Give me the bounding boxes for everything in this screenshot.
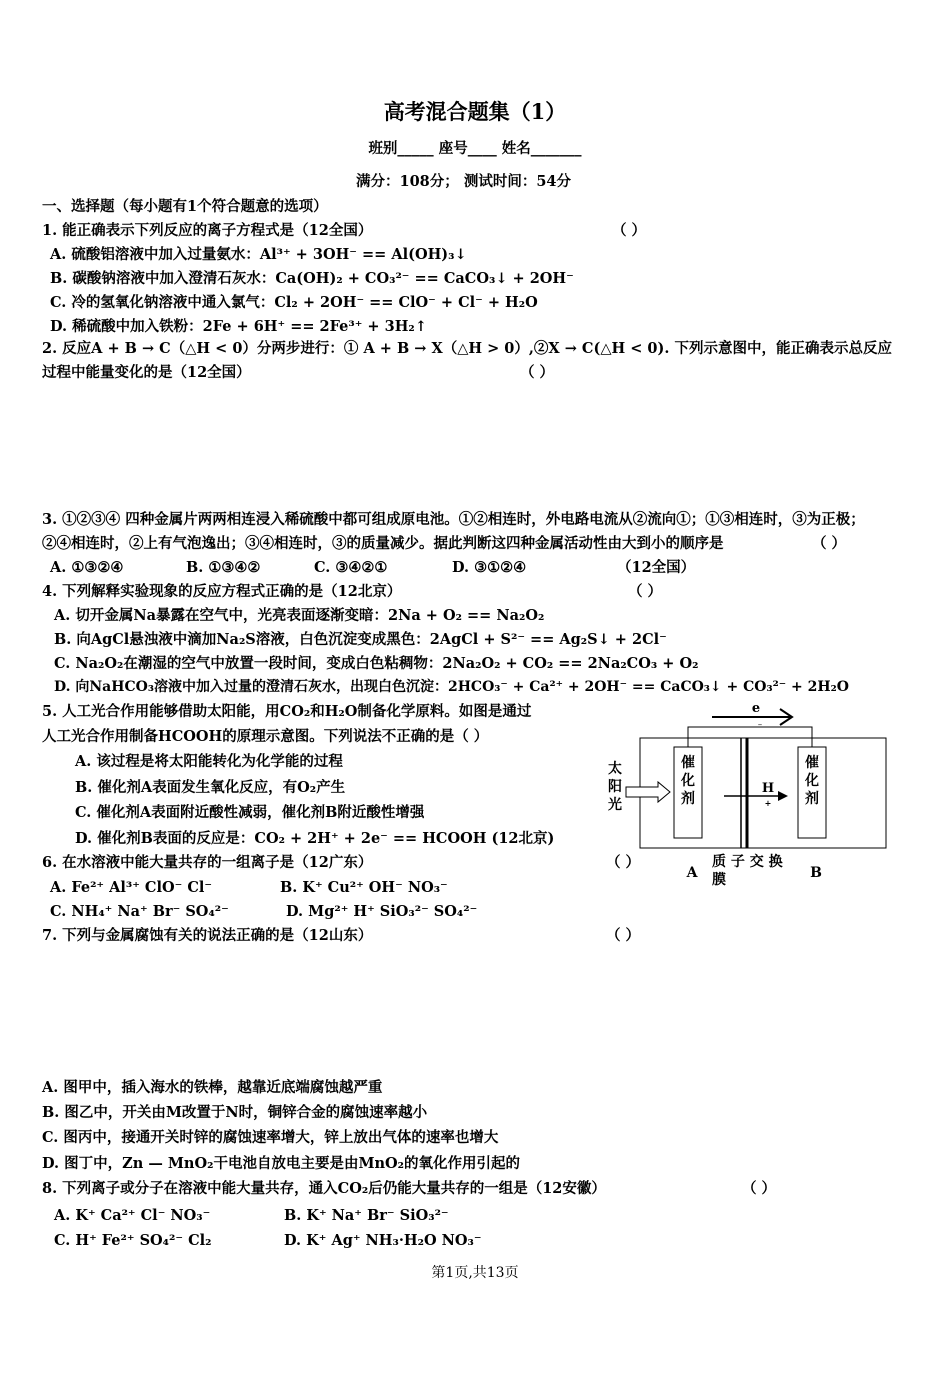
q6-stem: 6. 在水溶液中能大量共存的一组离子是（12广东） — [42, 854, 373, 871]
q1-option-d: D. 稀硫酸中加入铁粉：2Fe + 6H⁺ == 2Fe³⁺ + 3H₂↑ — [50, 318, 427, 335]
q1-stem: 1. 能正确表示下列反应的离子方程式是（12全国） — [42, 222, 373, 239]
q5-stem-line2: 人工光合作用制备HCOOH的原理示意图。下列说法不正确的是（ ） — [42, 728, 489, 745]
q8-option-d: D. K⁺ Ag⁺ NH₃·H₂O NO₃⁻ — [284, 1232, 482, 1249]
catalyst-a-char-3: 剂 — [681, 791, 695, 807]
q3-option-b: B. ①③④② — [186, 559, 261, 576]
q1-option-b: B. 碳酸钠溶液中加入澄清石灰水：Ca(OH)₂ + CO₃²⁻ == CaCO₃↓ + 2OH⁻ — [50, 270, 574, 287]
photosynthesis-cell-diagram — [600, 700, 900, 890]
membrane-label-line1: 质 子 交 换 — [712, 854, 783, 870]
q7-option-c: C. 图丙中，接通开关时锌的腐蚀速率增大，锌上放出气体的速率也增大 — [42, 1129, 499, 1146]
label-b: B — [810, 865, 822, 881]
q3-option-a: A. ①③②④ — [50, 559, 124, 576]
proton-arrow-head — [778, 791, 788, 801]
q3-stem-line1: 3. ①②③④ 四种金属片两两相连浸入稀硫酸中都可组成原电池。①②相连时，外电路电流从②流向①；①③相连时，③为正极； — [42, 511, 865, 528]
page-footer: 第1页,共13页 — [431, 1265, 519, 1281]
sunlight-char-1: 太 — [608, 761, 622, 777]
score-time-line: 满分：108分； 测试时间：54分 — [356, 173, 571, 190]
q6-option-b: B. K⁺ Cu²⁺ OH⁻ NO₃⁻ — [280, 879, 448, 896]
label-a: A — [686, 865, 698, 881]
q6-option-a: A. Fe²⁺ Al³⁺ ClO⁻ Cl⁻ — [50, 879, 213, 896]
q7-option-d: D. 图丁中，Zn — MnO₂干电池自放电主要是由MnO₂的氧化作用引起的 — [42, 1155, 521, 1172]
q7-stem: 7. 下列与金属腐蚀有关的说法正确的是（12山东） — [42, 927, 373, 944]
q7-answer-paren: （ ） — [606, 927, 641, 944]
q8-option-a: A. K⁺ Ca²⁺ Cl⁻ NO₃⁻ — [54, 1207, 211, 1224]
q6-answer-paren: （ ） — [606, 854, 641, 871]
q6-option-c: C. NH₄⁺ Na⁺ Br⁻ SO₄²⁻ — [50, 903, 229, 920]
student-info-line: 班别_____ 座号____ 姓名_______ — [368, 140, 582, 157]
proton-charge-label: + — [764, 798, 772, 808]
q3-stem-line2: ②④相连时，②上有气泡逸出；③④相连时，③的质量减少。据此判断这四种金属活动性由大到小的顺序是 — [42, 535, 724, 552]
electron-charge-label: ⁻ — [757, 722, 763, 732]
q4-option-c: C. Na₂O₂在潮湿的空气中放置一段时间，变成白色粘稠物：2Na₂O₂ + CO₂ == 2Na₂CO₃ + O₂ — [54, 655, 699, 672]
q5-option-a: A. 该过程是将太阳能转化为化学能的过程 — [75, 753, 343, 770]
q5-option-d: D. 催化剂B表面的反应是：CO₂ + 2H⁺ + 2e⁻ == HCOOH (12北京) — [75, 830, 555, 847]
q3-source: （12全国） — [617, 559, 696, 576]
section-heading: 一、选择题（每小题有1个符合题意的选项） — [42, 198, 328, 215]
sunlight-arrow-icon — [626, 782, 670, 802]
q1-option-c: C. 冷的氢氧化钠溶液中通入氯气：Cl₂ + 2OH⁻ == ClO⁻ + Cl⁻ + H₂O — [50, 294, 538, 311]
q2-stem-line1: 2. 反应A + B → C（△H < 0）分两步进行：① A + B → X（△H > 0）,②X → C(△H < 0). 下列示意图中，能正确表示总反应 — [42, 340, 892, 357]
q8-option-c: C. H⁺ Fe²⁺ SO₄²⁻ Cl₂ — [54, 1232, 212, 1249]
electron-label: e — [751, 701, 761, 716]
q5-option-b: B. 催化剂A表面发生氧化反应，有O₂产生 — [75, 779, 346, 796]
external-wire — [688, 727, 812, 747]
proton-label: H — [761, 781, 775, 796]
q3-option-c: C. ③④②① — [314, 559, 388, 576]
q4-answer-paren: （ ） — [628, 583, 663, 600]
catalyst-b-char-3: 剂 — [805, 791, 819, 807]
sunlight-char-3: 光 — [608, 797, 622, 813]
membrane-label-line2: 膜 — [712, 872, 726, 888]
catalyst-b-char-2: 化 — [805, 773, 819, 789]
page-title: 高考混合题集（1） — [383, 99, 567, 124]
sunlight-char-2: 阳 — [608, 779, 622, 795]
q7-option-a: A. 图甲中，插入海水的铁棒，越靠近底端腐蚀越严重 — [42, 1079, 383, 1096]
q3-option-d: D. ③①②④ — [452, 559, 527, 576]
q2-answer-paren: （ ） — [520, 364, 555, 381]
catalyst-a-char-2: 化 — [681, 773, 695, 789]
q3-answer-paren: （ ） — [812, 535, 847, 552]
q8-option-b: B. K⁺ Na⁺ Br⁻ SiO₃²⁻ — [284, 1207, 449, 1224]
q4-option-d: D. 向NaHCO₃溶液中加入过量的澄清石灰水，出现白色沉淀：2HCO₃⁻ + Ca²⁺ + 2OH⁻ == CaCO₃↓ + CO₃²⁻ + 2H₂O — [54, 679, 849, 695]
q8-answer-paren: （ ） — [742, 1180, 777, 1197]
catalyst-a-char-1: 催 — [681, 755, 695, 771]
q4-option-b: B. 向AgCl悬浊液中滴加Na₂S溶液，白色沉淀变成黑色：2AgCl + S²⁻ == Ag₂S↓ + 2Cl⁻ — [54, 631, 667, 648]
q1-option-a: A. 硫酸铝溶液中加入过量氨水：Al³⁺ + 3OH⁻ == Al(OH)₃↓ — [50, 246, 467, 263]
q4-option-a: A. 切开金属Na暴露在空气中，光亮表面逐渐变暗：2Na + O₂ == Na₂O₂ — [54, 607, 545, 624]
q2-stem-line2: 过程中能量变化的是（12全国） — [42, 364, 251, 381]
q8-stem: 8. 下列离子或分子在溶液中能大量共存，通入CO₂后仍能大量共存的一组是（12安徽） — [42, 1180, 606, 1197]
catalyst-b-char-1: 催 — [805, 755, 819, 771]
q5-option-c: C. 催化剂A表面附近酸性减弱，催化剂B附近酸性增强 — [75, 804, 425, 821]
q7-option-b: B. 图乙中，开关由M改置于N时，铜锌合金的腐蚀速率越小 — [42, 1104, 428, 1121]
q1-answer-paren: （ ） — [612, 222, 647, 239]
q6-option-d: D. Mg²⁺ H⁺ SiO₃²⁻ SO₄²⁻ — [286, 903, 478, 920]
q4-stem: 4. 下列解释实验现象的反应方程式正确的是（12北京） — [42, 583, 402, 600]
q5-stem-line1: 5. 人工光合作用能够借助太阳能，用CO₂和H₂O制备化学原料。如图是通过 — [42, 703, 532, 720]
